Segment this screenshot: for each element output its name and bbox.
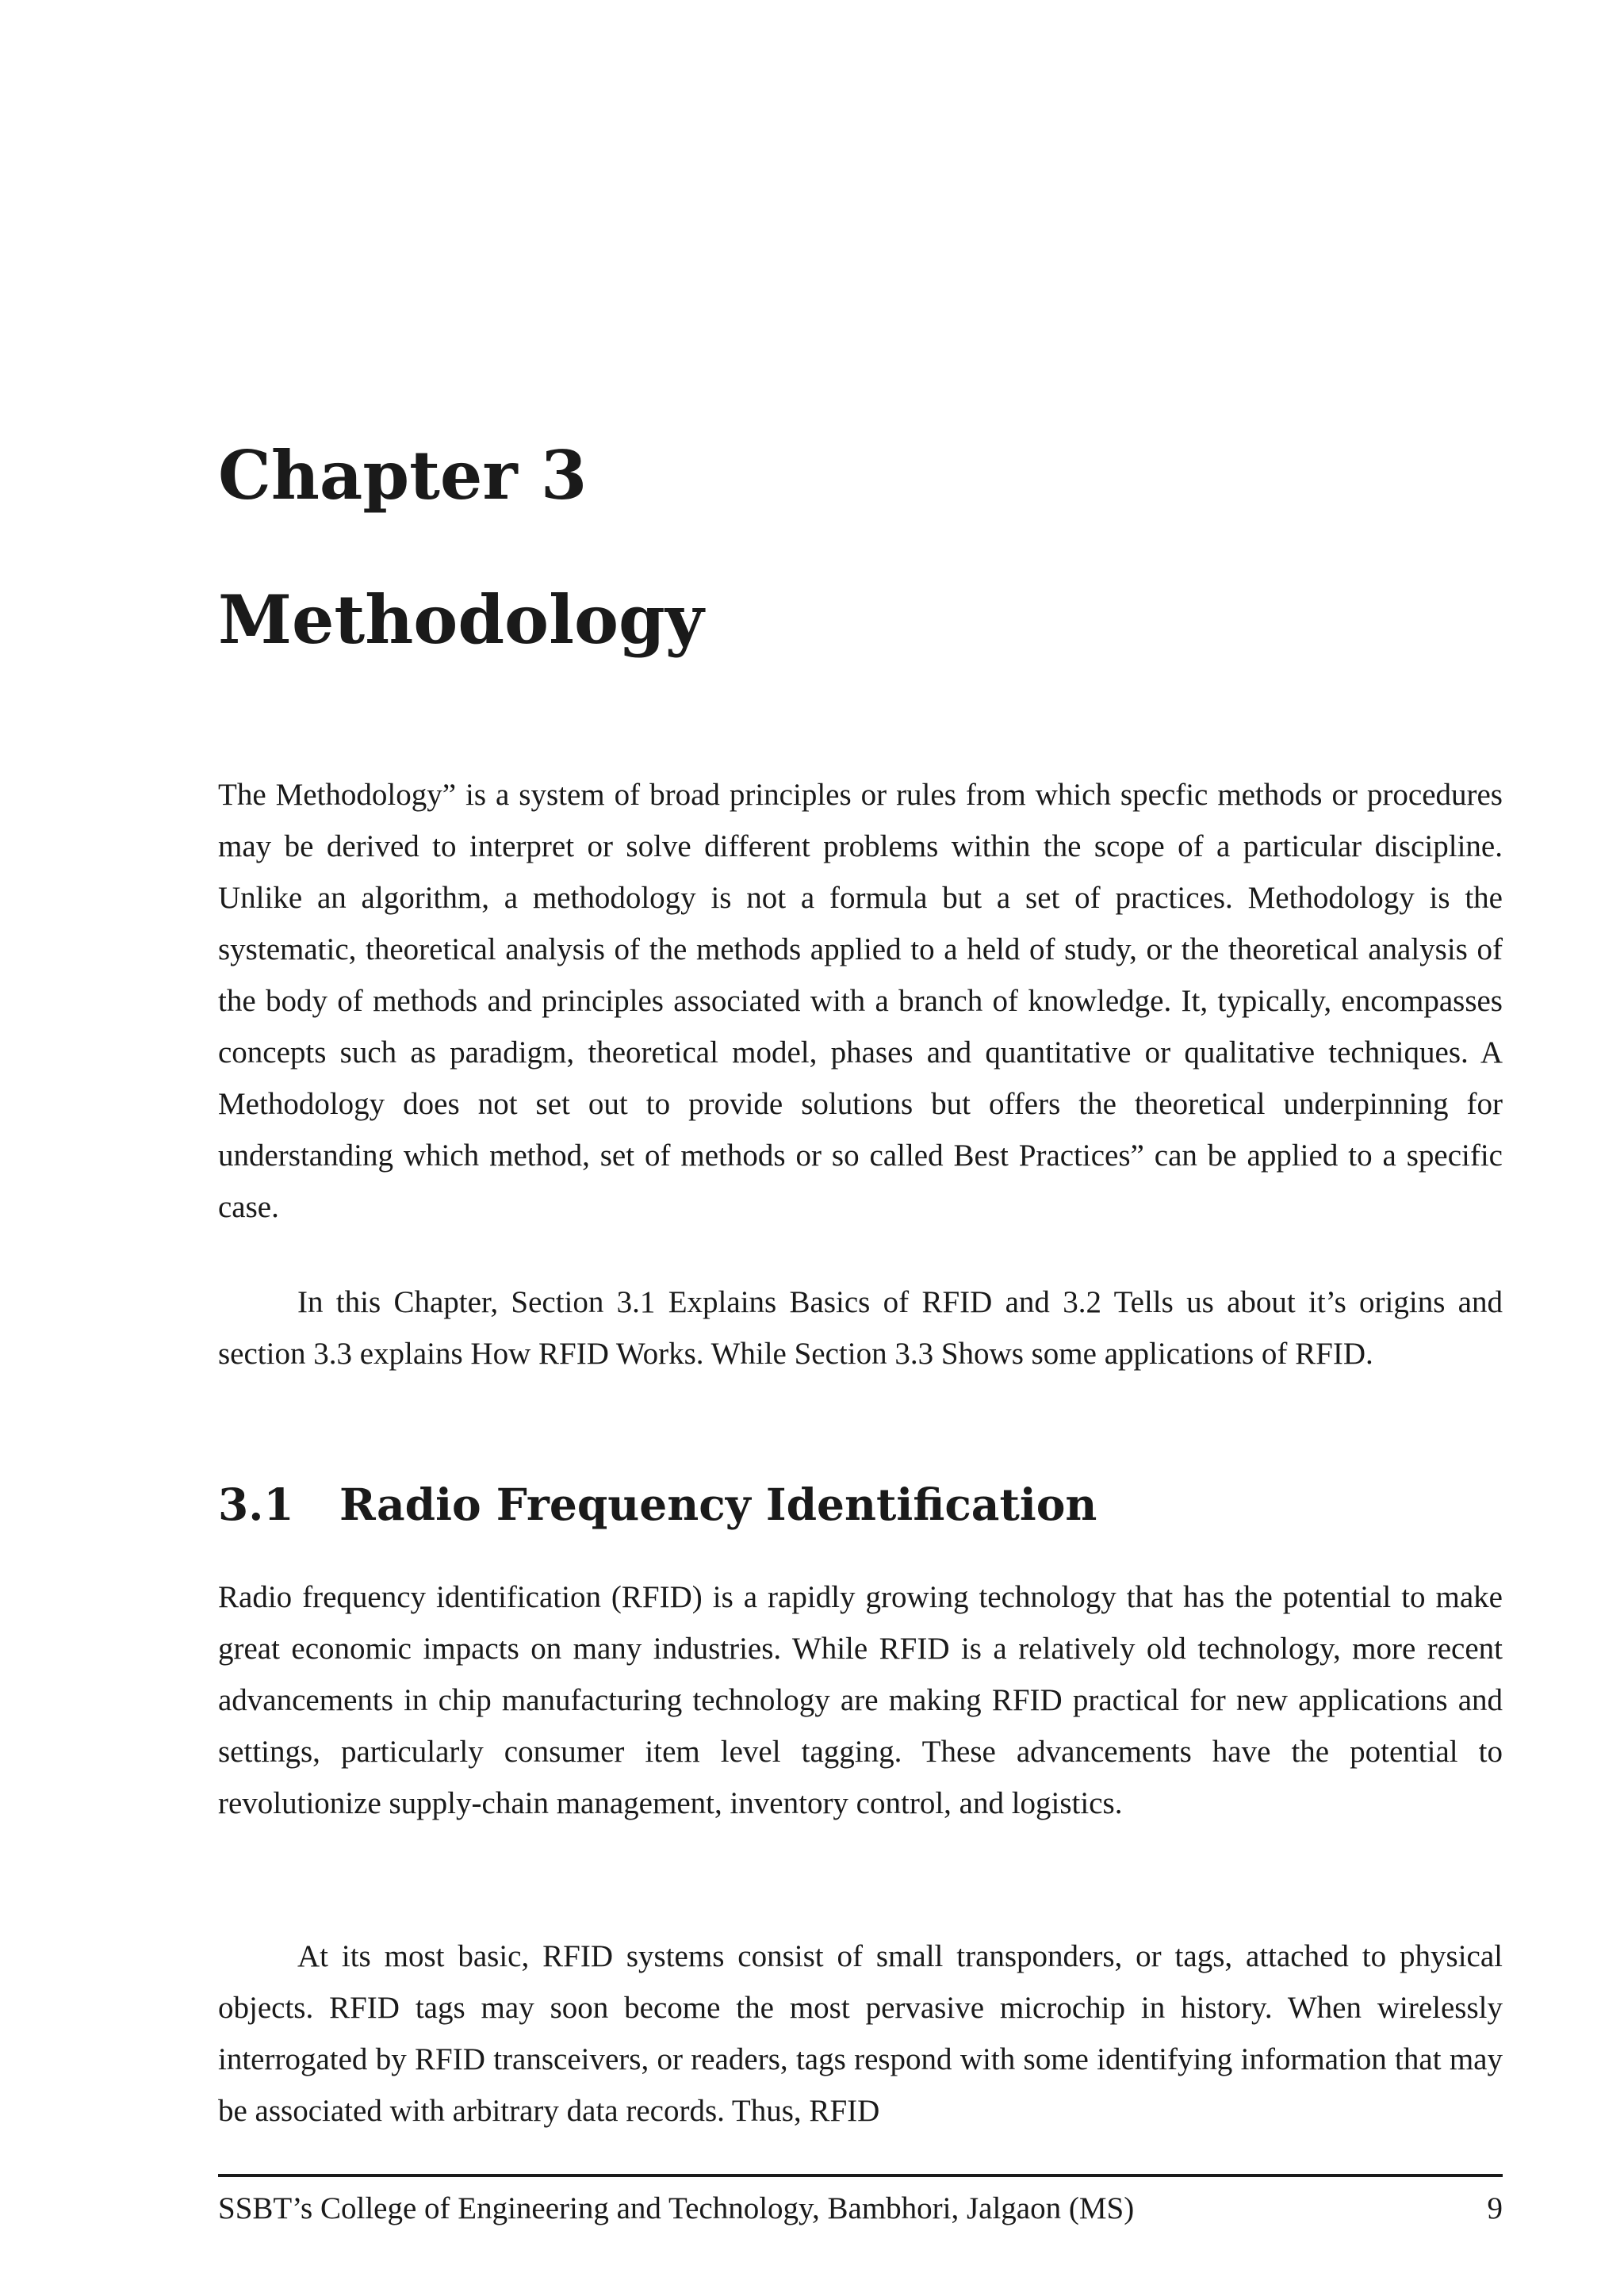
intro-paragraph-1: The Methodology” is a system of broad principles or rules from which specfic methods or procedures may be derived to interpret or solve different problems within the scope of a particular discipline. Unlike an algorithm, a methodology is not a formula but a set of practices. Methodology is the systematic, theoretical analysis of the methods applied to a held of study, or the theoretical analysis of the body of methods and principles associated with a branch of knowledge. It, typically, encompasses concepts such as paradigm, theoretical model, phases and quantitative or qualitative techniques. A Methodology does not set out to provide solutions but offers the theoretical underpinning for understanding which method, set of methods or so called Best Practices” can be applied to a specific case. [218,778,1503,1224]
page-number: 9 [1487,2191,1503,2225]
section-title: Radio Frequency Identification [339,1479,1097,1530]
footer-institution: SSBT’s College of Engineering and Technology, Bambhori, Jalgaon (MS) [218,2191,1135,2225]
document-page [218,0,1503,2296]
section-paragraph-2: At its most basic, RFID systems consist of small transponders, or tags, attached to physical objects. RFID tags may soon become the most pervasive microchip in history. When wirelessly interrogated by RFID transceivers, or readers, tags respond with some identifying information that may be associated with arbitrary data records. Thus, RFID [218,1939,1503,2128]
chapter-label: Chapter 3 [218,436,588,515]
intro-paragraph-2: In this Chapter, Section 3.1 Explains Basics of RFID and 3.2 Tells us about it’s origins and section 3.3 explains How RFID Works. While Section 3.3 Shows some applications of RFID. [218,1285,1503,1371]
footer-divider [218,2174,1503,2177]
section-paragraph-1: Radio frequency identification (RFID) is a rapidly growing technology that has the potential to make great economic impacts on many industries. While RFID is a relatively old technology, more recent advancements in chip manufacturing technology are making RFID practical for new applications and settings, particularly consumer item level tagging. These advancements have the potential to revolutionize supply-chain management, inventory control, and logistics. [218,1580,1503,1820]
chapter-title: Methodology [218,580,704,659]
section-number: 3.1 [218,1479,294,1530]
section-heading [218,1481,1097,1529]
